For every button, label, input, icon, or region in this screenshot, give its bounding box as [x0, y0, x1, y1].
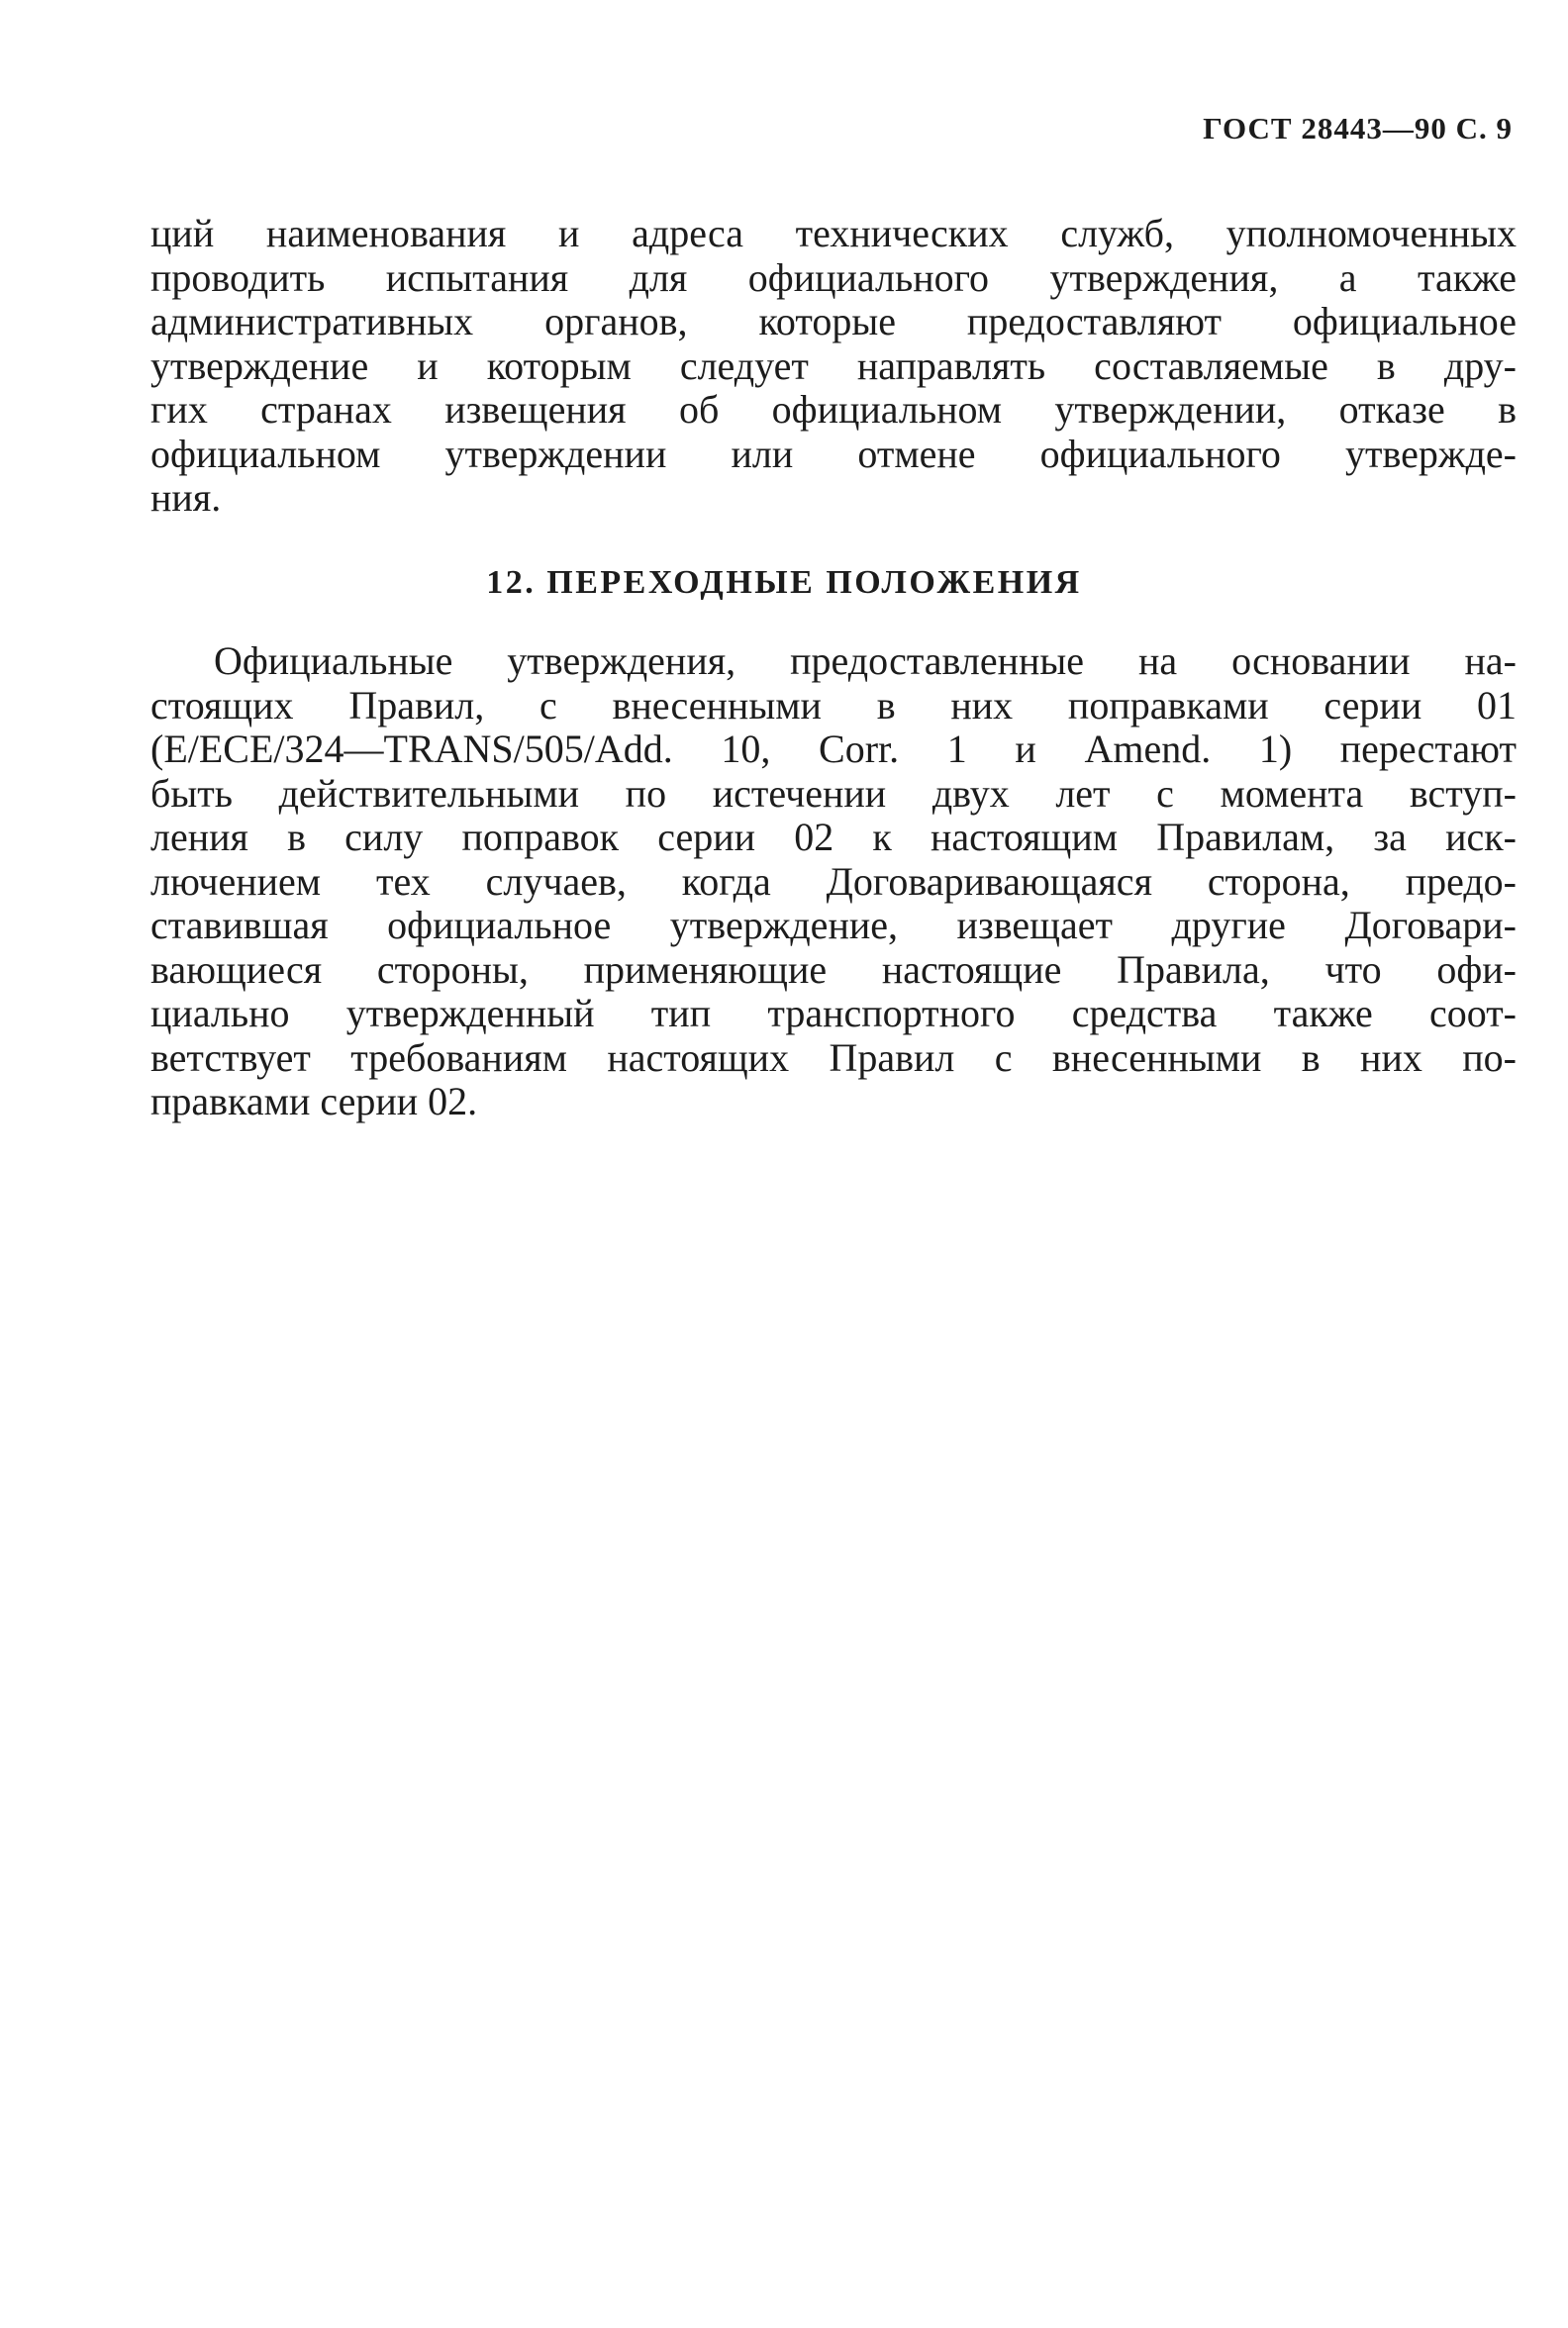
text-line: лючением тех случаев, когда Договаривающаяся сторона, предо-	[150, 858, 1517, 904]
text-line: правками серии 02.	[150, 1079, 478, 1123]
running-header: ГОСТ 28443—90 С. 9	[1203, 111, 1513, 146]
text-line: (E/ECE/324—TRANS/505/Add. 10, Corr. 1 и Amend. 1) перестают	[150, 727, 1517, 771]
text-line: быть действительными по истечении двух лет с момента вступ-	[150, 770, 1517, 816]
text-line: ций наименования и адреса технических служб, уполномоченных	[150, 211, 1517, 255]
text-line: ния.	[150, 475, 222, 520]
text-line: гих странах извещения об официальном утверждении, отказе в	[150, 387, 1517, 432]
text-line: циально утвержденный тип транспортного средства также соот-	[150, 991, 1517, 1035]
section-heading: 12. ПЕРЕХОДНЫЕ ПОЛОЖЕНИЯ	[486, 564, 1082, 601]
paragraph-continuation	[150, 212, 1517, 521]
text-line: ставившая официальное утверждение, извещает другие Договари-	[150, 903, 1517, 947]
section-paragraph	[150, 639, 1517, 1124]
text-line: административных органов, которые предоставляют официальное	[150, 299, 1517, 343]
text-line: стоящих Правил, с внесенными в них поправками серии 01	[150, 682, 1517, 728]
text-line: официальном утверждении или отмене официального утвержде-	[150, 431, 1517, 476]
text-line: ления в силу поправок серии 02 к настоящим Правилам, за иск-	[150, 815, 1517, 859]
text-line: вающиеся стороны, применяющие настоящие Правила, что офи-	[150, 946, 1517, 992]
text-line: ветствует требованиям настоящих Правил с внесенными в них по-	[150, 1034, 1517, 1080]
text-line: утверждение и которым следует направлять составляемые в дру-	[150, 342, 1517, 388]
text-line: Официальные утверждения, предоставленные на основании на-	[214, 638, 1517, 683]
text-line: проводить испытания для официального утверждения, а также	[150, 254, 1517, 300]
